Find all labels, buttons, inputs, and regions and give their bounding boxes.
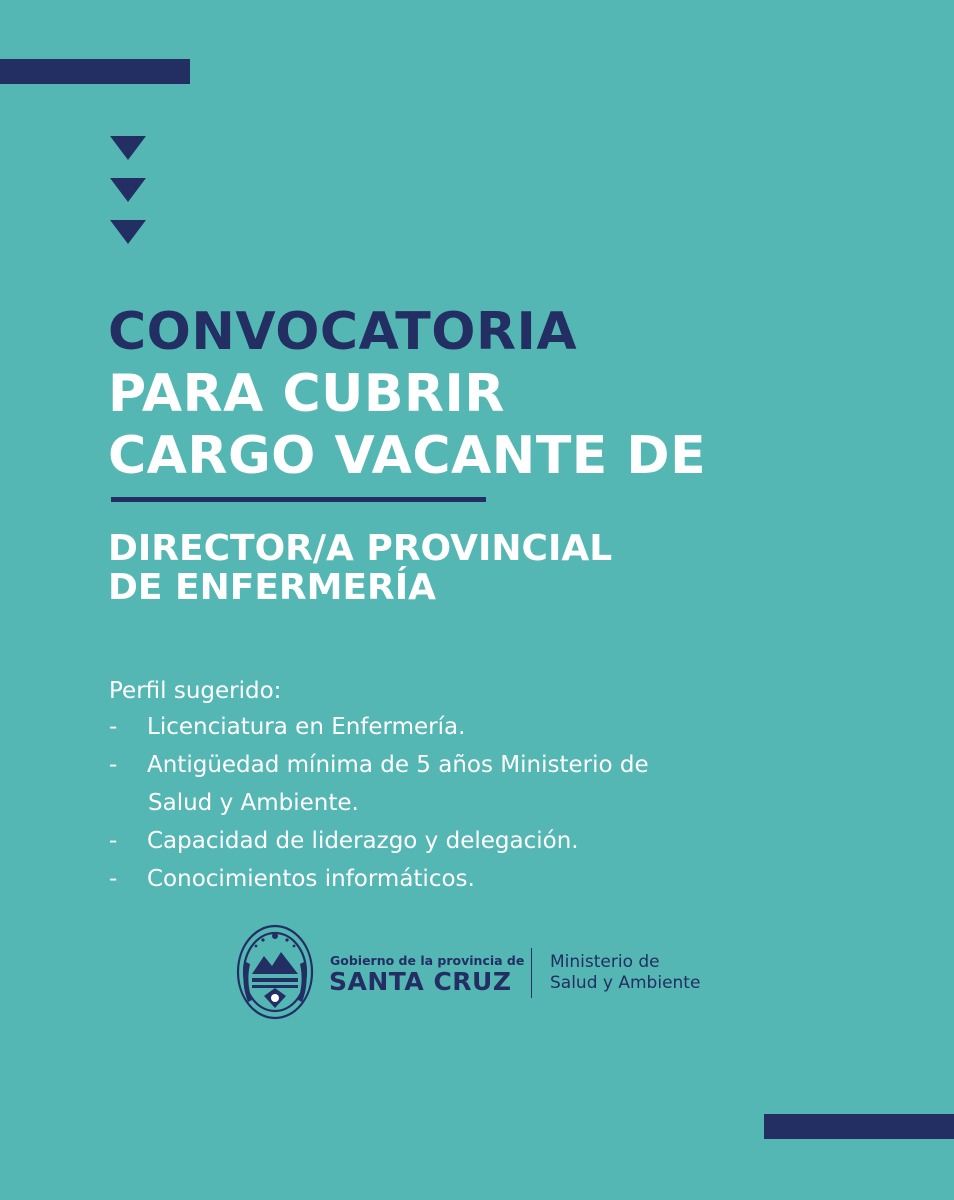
requirement-text: Capacidad de liderazgo y delegación. xyxy=(147,828,579,854)
arrow-group xyxy=(110,136,148,246)
triangle-down-icon xyxy=(110,220,146,244)
triangle-down-icon xyxy=(110,136,146,160)
government-logo xyxy=(234,920,724,1024)
ministry-line-2: Salud y Ambiente xyxy=(550,973,701,993)
requirement-item xyxy=(109,712,465,742)
province-name: SANTA CRUZ xyxy=(329,967,512,996)
provincial-coat-of-arms-icon xyxy=(234,922,316,1022)
bullet-dash: - xyxy=(109,866,118,892)
bullet-dash: - xyxy=(109,752,118,778)
requirement-text: Licenciatura en Enfermería. xyxy=(147,714,466,740)
position-line-1: DIRECTOR/A PROVINCIAL xyxy=(108,528,613,569)
title-line-2: PARA CUBRIR xyxy=(108,364,505,424)
requirement-text: Conocimientos informáticos. xyxy=(147,866,475,892)
government-line: Gobierno de la provincia de xyxy=(330,953,525,968)
bullet-dash: - xyxy=(109,714,118,740)
logo-separator xyxy=(531,948,532,998)
ministry-name xyxy=(550,952,700,994)
bullet-dash: - xyxy=(109,828,118,854)
profile-heading: Perfil sugerido: xyxy=(109,678,282,704)
triangle-down-icon xyxy=(110,178,146,202)
requirement-text: Antigüedad mínima de 5 años Ministerio de xyxy=(147,752,649,778)
title-line-1: CONVOCATORIA xyxy=(108,302,578,362)
requirement-item xyxy=(109,826,579,856)
requirement-item xyxy=(109,750,649,780)
ministry-line-1: Ministerio de xyxy=(550,952,660,972)
title-line-3: CARGO VACANTE DE xyxy=(108,426,707,486)
requirement-item xyxy=(109,864,475,894)
requirement-continuation: Salud y Ambiente. xyxy=(148,790,359,816)
title-divider xyxy=(111,497,486,502)
bottom-right-accent-bar xyxy=(764,1114,954,1139)
position-line-2: DE ENFERMERÍA xyxy=(108,567,437,608)
top-left-accent-bar xyxy=(0,59,190,84)
